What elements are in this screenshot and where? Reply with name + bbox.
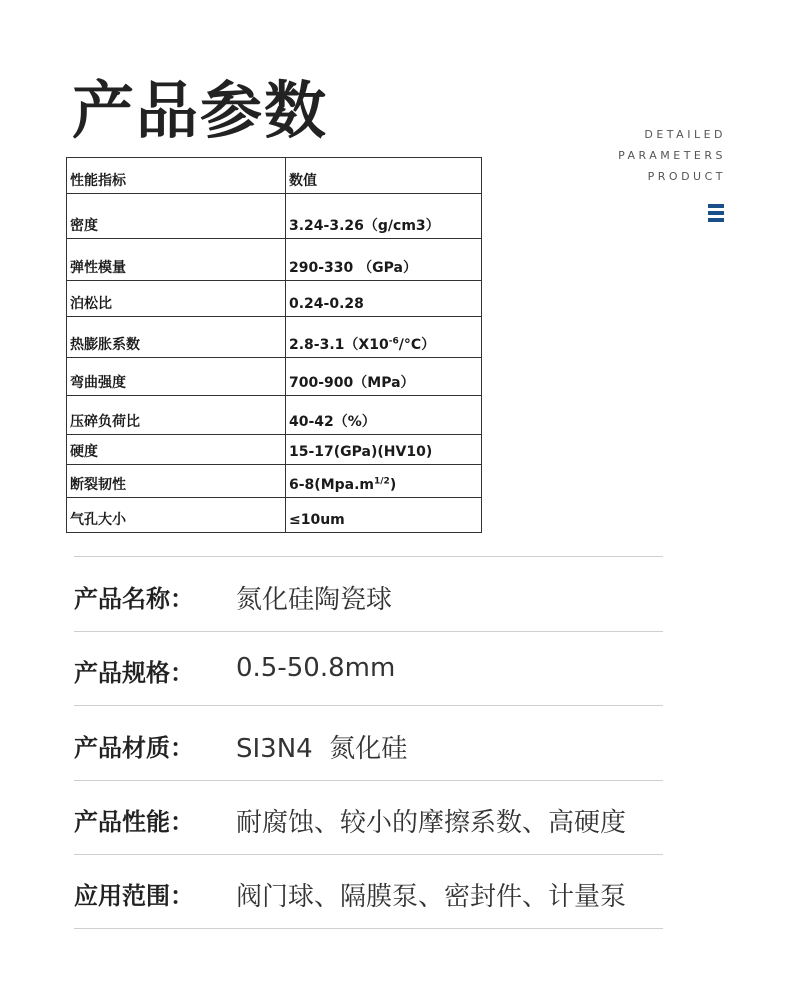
page-title: 产品参数 (72, 74, 329, 147)
row-value-base: 6-8(Mpa.m (289, 477, 374, 493)
table-row (67, 239, 482, 281)
row-value: 40-42（%） (286, 396, 482, 435)
table-row (67, 498, 482, 533)
row-value: 290-330 （GPa） (286, 239, 482, 281)
table-row (67, 358, 482, 396)
row-value (286, 465, 482, 498)
info-label: 产品名称： (74, 585, 194, 613)
info-label: 产品性能： (74, 808, 194, 836)
row-name: 压碎负荷比 (67, 396, 286, 435)
info-value: 耐腐蚀、较小的摩擦系数、高硬度 (236, 808, 627, 838)
info-row-name (74, 557, 663, 632)
info-label: 产品规格： (74, 659, 194, 687)
row-value-unit: ) (389, 477, 397, 493)
table-row (67, 281, 482, 317)
table-row (67, 465, 482, 498)
spec-table (66, 157, 482, 533)
info-row-performance (74, 780, 663, 855)
table-header-row (67, 158, 482, 194)
info-label: 应用范围： (74, 882, 194, 910)
info-value: 阀门球、隔膜泵、密封件、计量泵 (236, 882, 627, 912)
info-row-application (74, 854, 663, 929)
info-value: 0.5-50.8mm (236, 653, 396, 683)
row-value-base: 2.8-3.1（X10 (289, 337, 389, 353)
side-caption (618, 124, 726, 187)
table-row (67, 194, 482, 239)
side-line-detailed: DETAILED (644, 128, 726, 141)
info-label: 产品材质： (74, 734, 194, 762)
table-row (67, 396, 482, 435)
table-row (67, 435, 482, 465)
row-value: 15-17(GPa)(HV10) (286, 435, 482, 465)
menu-icon-bar (708, 211, 724, 215)
menu-icon-bar (708, 218, 724, 222)
side-line-parameters: PARAMETERS (618, 149, 726, 162)
side-line-product: PRODUCT (647, 170, 726, 183)
row-name: 弹性模量 (67, 239, 286, 281)
row-value-exponent: 1/2 (374, 476, 390, 487)
row-name: 气孔大小 (67, 498, 286, 533)
header-cell-metric: 性能指标 (67, 158, 286, 194)
info-value: SI3N4 氮化硅 (236, 734, 408, 764)
table-row (67, 317, 482, 358)
row-value-exponent: -6 (388, 336, 399, 347)
row-name: 泊松比 (67, 281, 286, 317)
info-value: 氮化硅陶瓷球 (236, 585, 393, 615)
row-name: 密度 (67, 194, 286, 239)
row-value: ≤10um (286, 498, 482, 533)
row-name: 弯曲强度 (67, 358, 286, 396)
menu-icon-bar (708, 204, 724, 208)
info-row-spec (74, 631, 663, 706)
row-value: 700-900（MPa） (286, 358, 482, 396)
info-row-material (74, 706, 663, 781)
row-value: 3.24-3.26（g/cm3） (286, 194, 482, 239)
row-name: 硬度 (67, 435, 286, 465)
row-value-unit: /°C） (398, 337, 436, 353)
row-value: 0.24-0.28 (286, 281, 482, 317)
menu-icon[interactable] (708, 204, 724, 224)
row-value (286, 317, 482, 358)
header-cell-value: 数值 (286, 158, 482, 194)
row-name: 断裂韧性 (67, 465, 286, 498)
row-name: 热膨胀系数 (67, 317, 286, 358)
